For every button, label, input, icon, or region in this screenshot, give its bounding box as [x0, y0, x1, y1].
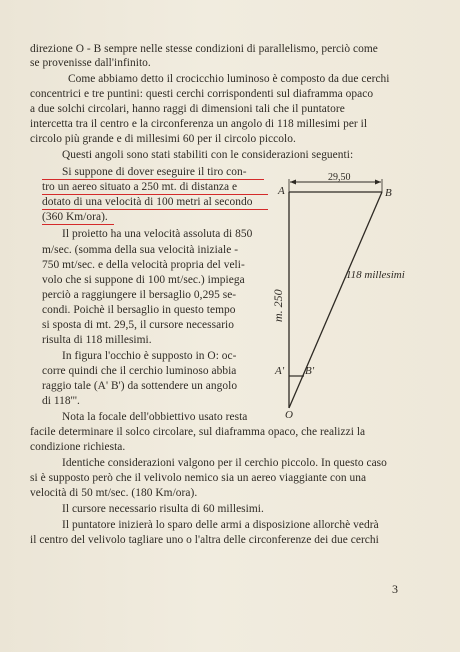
- text-line: condi. Poichè il bersaglio in questo tempo: [42, 304, 236, 316]
- text-line: il centro del velivolo tagliare uno o l'altra delle circonferenze dei due cerchi: [30, 534, 379, 546]
- arrowhead: [290, 180, 296, 185]
- label-angle: 118 millesimi: [346, 269, 405, 281]
- text-line: tro un aereo situato a 250 mt. di distanza e: [42, 181, 238, 193]
- geometry-figure: [268, 170, 428, 420]
- page-number: 3: [392, 582, 398, 596]
- text-line: raggio tale (A' B') da sottendere un angolo: [42, 380, 238, 392]
- text-line: concentrici e tre puntini: questi cerchi corrispondenti sul diaframma opaco: [30, 88, 374, 100]
- text-line: corre quindi che il cerchio luminoso abbia: [42, 365, 237, 377]
- red-underline: [42, 179, 264, 180]
- label-a: A: [278, 185, 285, 197]
- label-a-prime: A': [275, 365, 285, 377]
- text-line: Identiche considerazioni valgono per il cerchio piccolo. In questo caso: [62, 457, 387, 469]
- text-line: intercetta tra il centro e la circonferenza un angolo di 118 millesimi per il: [30, 118, 368, 130]
- text-line: Il cursore necessario risulta di 60 millesimi.: [62, 503, 264, 515]
- text-line: Si suppone di dover eseguire il tiro con-: [62, 166, 247, 178]
- text-line: dotato di una velocità di 100 metri al secondo: [42, 196, 253, 208]
- text-line: circolo più grande e di millesimi 60 per il circolo piccolo.: [30, 133, 296, 145]
- red-underline: [42, 224, 114, 225]
- text-line: m/sec. (somma della sua velocità iniziale -: [42, 244, 239, 256]
- label-top-distance: 29,50: [328, 172, 351, 183]
- text-line: Il puntatore inizierà lo sparo delle armi a disposizione allorchè vedrà: [62, 519, 379, 531]
- text-line: di 118'''.: [42, 395, 80, 407]
- text-line: risulta di 118 millesimi.: [42, 334, 152, 346]
- text-line: direzione O - B sempre nelle stesse condizioni di parallelismo, perciò come: [30, 43, 378, 55]
- text-line: condizione richiesta.: [30, 441, 126, 453]
- text-line: se provenisse dall'infinito.: [30, 57, 151, 69]
- label-b: B: [385, 187, 392, 199]
- label-o: O: [285, 409, 293, 421]
- text-line: si è supposto però che il velivolo nemico sia un aereo viaggiante con una: [30, 472, 367, 484]
- text-line: 750 mt/sec. e della velocità propria del veli-: [42, 259, 245, 271]
- text-line: velocità di 50 mt/sec. (180 Km/ora).: [30, 487, 198, 499]
- text-line: In figura l'occhio è supposto in O: oc-: [62, 350, 237, 362]
- text-line: Il proietto ha una velocità assoluta di 850: [62, 228, 253, 240]
- text-line: Questi angoli sono stati stabiliti con le considerazioni seguenti:: [62, 149, 354, 161]
- label-b-prime: B': [305, 365, 315, 377]
- label-side-distance: m. 250: [271, 289, 285, 322]
- text-line: volo che si suppone di 100 mt/sec.) impiega: [42, 274, 245, 286]
- text-line: Come abbiamo detto il crocicchio luminoso è composto da due cerchi: [68, 73, 390, 85]
- arrowhead: [375, 180, 381, 185]
- text-line: facile determinare il solco circolare, sul diaframma opaco, che realizzi la: [30, 426, 366, 438]
- text-line: (360 Km/ora).: [42, 211, 108, 223]
- text-line: a due solchi circolari, hanno raggi di dimensioni tali che il puntatore: [30, 103, 345, 115]
- text-line: si sposta di mt. 29,5, il cursore necessario: [42, 319, 235, 331]
- red-underline: [42, 209, 268, 210]
- red-underline: [42, 194, 268, 195]
- text-line: perciò a raggiungere il bersaglio 0,295 se-: [42, 289, 237, 301]
- text-line: Nota la focale dell'obbiettivo usato resta: [62, 411, 248, 423]
